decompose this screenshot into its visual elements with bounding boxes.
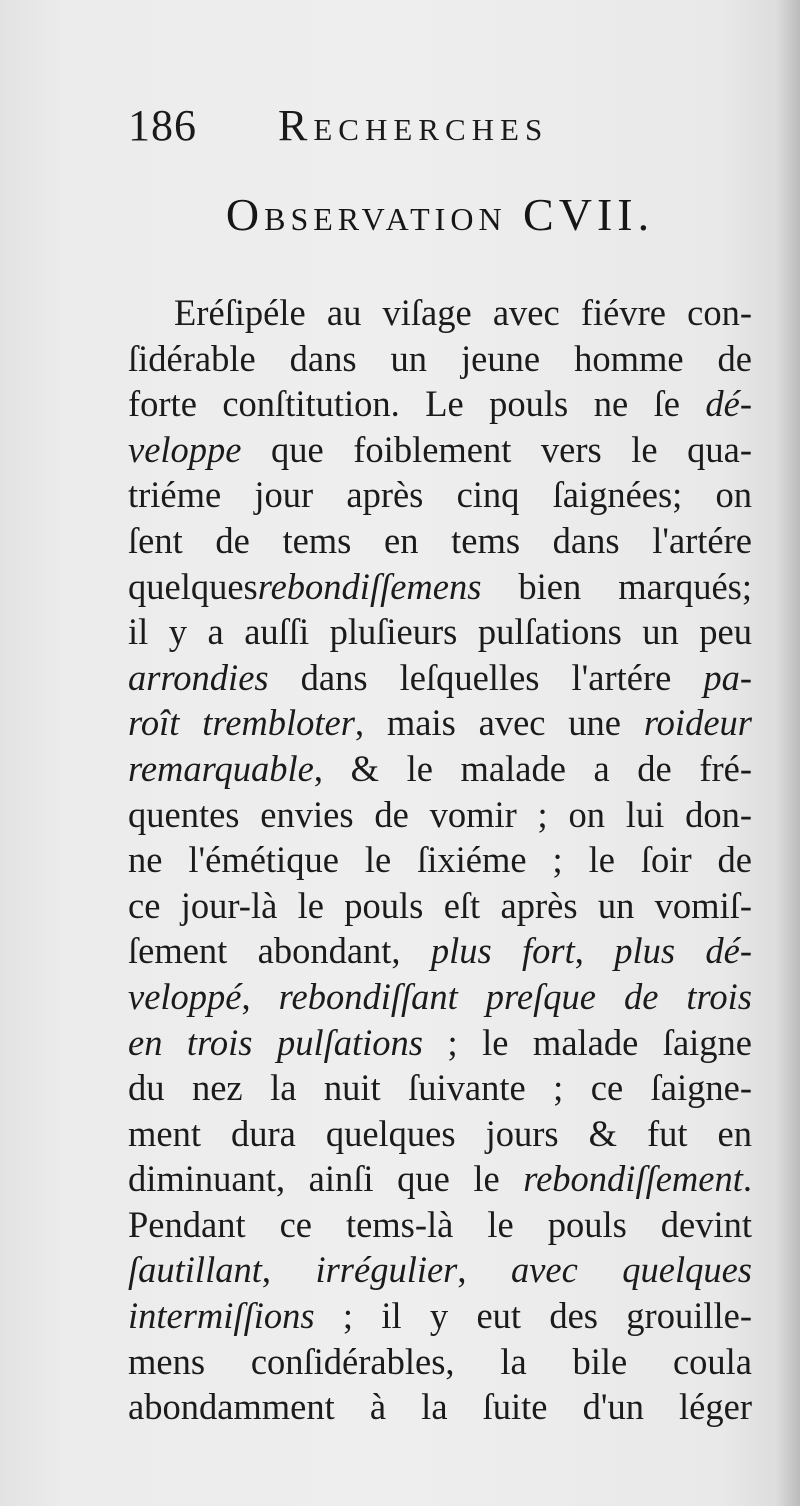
italic-segment: remarquable <box>128 747 314 789</box>
text-line <box>128 1020 752 1066</box>
text-line <box>128 427 752 473</box>
text-line <box>128 928 752 974</box>
text-line <box>128 1065 752 1111</box>
text-segment: quelques <box>128 565 258 607</box>
text-line <box>128 1111 752 1157</box>
text-line <box>128 746 752 792</box>
text-segment: dans leſquelles l'artére <box>268 656 704 698</box>
text-segment: ment dura quelques jours & fut en <box>128 1112 752 1154</box>
italic-segment: plus fort <box>430 930 575 972</box>
text-line <box>128 564 752 610</box>
italic-segment: avec quelques <box>510 1249 752 1291</box>
text-segment: diminuant, ainſi que le <box>128 1158 524 1200</box>
text-segment: quentes envies de vomir ; on lui don- <box>128 793 752 835</box>
italic-segment: veloppe <box>128 428 242 470</box>
text-segment: ſent de tems en tems dans l'artére <box>128 519 752 561</box>
text-line <box>128 837 752 883</box>
italic-segment: arrondies <box>128 656 269 698</box>
text-line <box>128 290 752 336</box>
text-line <box>128 1339 752 1385</box>
text-segment: ſement abondant, <box>128 930 431 972</box>
text-line <box>128 883 752 929</box>
running-title: Recherches <box>278 101 549 150</box>
italic-segment: veloppé <box>128 975 242 1017</box>
italic-segment: roideur <box>643 702 752 744</box>
text-segment: triéme jour après cinq ſaignées; on <box>128 474 752 516</box>
italic-segment: irrégulier <box>315 1249 458 1291</box>
text-segment: abondamment à la ſuite d'un léger <box>128 1386 752 1428</box>
text-segment: ne l'émétique le ſixiéme ; le ſoir de <box>128 839 752 881</box>
text-segment: , mais avec une <box>354 702 644 744</box>
italic-segment: pa- <box>703 656 752 698</box>
text-line <box>128 700 752 746</box>
text-segment: Pendant ce tems-là le pouls devint <box>128 1203 752 1245</box>
body-text <box>128 290 752 1430</box>
text-segment: forte conſtitution. Le pouls ne ſe <box>128 383 706 425</box>
text-line <box>128 609 752 655</box>
text-segment: que foiblement vers le qua- <box>241 428 752 470</box>
text-segment: ; le malade ſaigne <box>423 1021 752 1063</box>
italic-segment: rebondiſſement <box>523 1158 743 1200</box>
observation-title: Observation CVII. <box>225 189 655 240</box>
italic-segment: intermiſſions <box>128 1295 315 1337</box>
text-line <box>128 655 752 701</box>
text-segment: , <box>241 975 279 1017</box>
text-line <box>128 336 752 382</box>
text-segment: , <box>574 930 615 972</box>
text-line <box>128 1247 752 1293</box>
text-segment: du nez la nuit ſuivante ; ce ſaigne- <box>128 1067 752 1109</box>
text-line <box>128 792 752 838</box>
text-line <box>128 974 752 1020</box>
running-head <box>128 100 648 160</box>
text-segment: ; il y eut des grouille- <box>314 1295 752 1337</box>
italic-segment: en trois pulſations <box>128 1021 424 1063</box>
text-segment: . <box>742 1158 752 1200</box>
text-line <box>128 472 752 518</box>
italic-segment: plus dé- <box>614 930 752 972</box>
text-segment: ce jour-là le pouls eſt après un vomiſ- <box>128 884 752 926</box>
text-line <box>128 1156 752 1202</box>
text-line <box>128 1384 752 1430</box>
text-segment: il y a auſſi pluſieurs pulſations un peu <box>128 611 752 653</box>
text-segment: mens conſidérables, la bile coula <box>128 1340 752 1382</box>
text-line <box>128 381 752 427</box>
text-segment: ſidérable dans un jeune homme de <box>128 337 752 379</box>
text-segment: , & le malade a de fré- <box>313 747 752 789</box>
text-line <box>128 518 752 564</box>
italic-segment: rebondiſſant preſque de trois <box>278 975 752 1017</box>
text-segment: Eréſipéle au viſage avec fiévre con- <box>174 292 752 333</box>
text-segment: , <box>261 1249 316 1291</box>
text-segment: , <box>457 1249 511 1291</box>
page-edge-shadow <box>776 0 800 1506</box>
italic-segment: roît trembloter <box>128 702 355 744</box>
italic-segment: ſautillant <box>128 1249 262 1291</box>
text-line <box>128 1202 752 1248</box>
text-line <box>128 1293 752 1339</box>
italic-segment: rebondiſſemens <box>257 565 482 607</box>
page-number: 186 <box>128 101 197 150</box>
italic-segment: dé- <box>705 383 752 425</box>
text-segment: bien marqués; <box>481 565 752 607</box>
